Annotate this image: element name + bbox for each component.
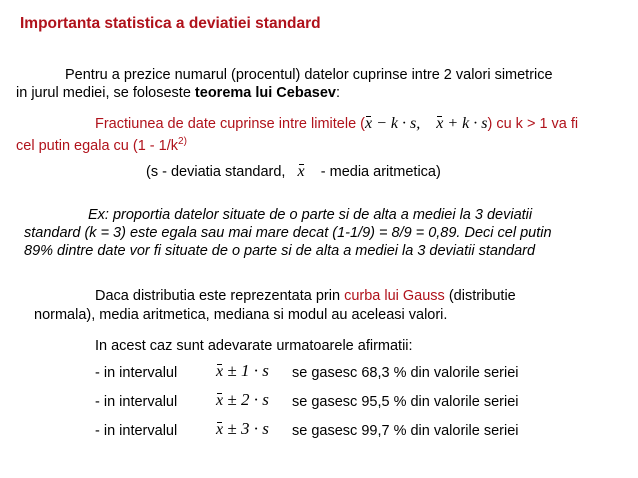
mean-symbol: x [216, 421, 224, 438]
fraction-condition: ) cu k > 1 va fi [487, 116, 579, 132]
interval-expression: ± 3 · s [223, 419, 269, 438]
mean-symbol: x [216, 363, 224, 380]
gauss-curve-term: curba lui Gauss [344, 288, 445, 304]
mean-symbol: x [216, 392, 224, 409]
exponent: 2) [178, 136, 187, 147]
mean-symbol: x [365, 115, 373, 132]
gauss-line2: normala), media aritmetica, mediana si modul au aceleasi valori. [34, 307, 448, 323]
cebasev-theorem-name: teorema lui Cebasev [194, 85, 336, 101]
std-dev-definition: (s - deviatia standard, [146, 164, 286, 180]
statements-intro: In acest caz sunt adevarate urmatoarele afirmatii: [95, 338, 413, 354]
mean-definition: - media aritmetica) [320, 164, 441, 180]
interval-row-1-label: - in intervalul [95, 365, 178, 381]
example-line3: 89% dintre date vor fi situate de o parte si de alta a mediei la 3 deviatii standard [24, 243, 536, 259]
slide-title: Importanta statistica a deviatiei standard [20, 15, 321, 32]
cebasev-colon: : [335, 85, 340, 101]
interval-row-2-result: se gasesc 95,5 % din valorile seriei [292, 394, 519, 410]
fraction-statement-line2 [16, 133, 187, 155]
cebasev-intro-line2 [16, 84, 340, 102]
interval-expression: ± 1 · s [223, 361, 269, 380]
upper-limit: + k · s [443, 115, 488, 132]
interval-row-3-label: - in intervalul [95, 423, 178, 439]
interval-row-2-label: - in intervalul [95, 394, 178, 410]
cebasev-intro-line1: Pentru a prezice numarul (procentul) datelor cuprinse intre 2 valori simetrice [65, 67, 553, 83]
fraction-statement-text: Fractiunea de date cuprinse intre limitele ( [95, 116, 365, 132]
example-line1: Ex: proportia datelor situate de o parte si de alta a mediei la 3 deviatii [88, 207, 533, 223]
interval-row-2-formula [216, 390, 269, 410]
fraction-bound: cel putin egala cu (1 - 1/k [16, 137, 179, 154]
interval-row-1-result: se gasesc 68,3 % din valorile seriei [292, 365, 519, 381]
definitions-note [146, 163, 441, 181]
mean-symbol: x [297, 163, 305, 180]
interval-row-3-formula [216, 419, 269, 439]
interval-row-3-result: se gasesc 99,7 % din valorile seriei [292, 423, 519, 439]
gauss-line1 [95, 287, 516, 305]
example-line2: standard (k = 3) este egala sau mai mare decat (1-1/9) = 8/9 = 0,89. Deci cel putin [24, 225, 552, 241]
interval-formula [365, 115, 487, 132]
fraction-statement-line1 [95, 115, 578, 133]
gauss-text: Daca distributia este reprezentata prin [95, 288, 345, 304]
gauss-parenthetical: (distributie [444, 288, 516, 304]
interval-row-1-formula [216, 361, 269, 381]
mean-symbol: x [436, 115, 444, 132]
lower-limit: − k · s, [372, 115, 421, 132]
cebasev-intro-text: in jurul mediei, se foloseste [16, 85, 195, 101]
interval-expression: ± 2 · s [223, 390, 269, 409]
